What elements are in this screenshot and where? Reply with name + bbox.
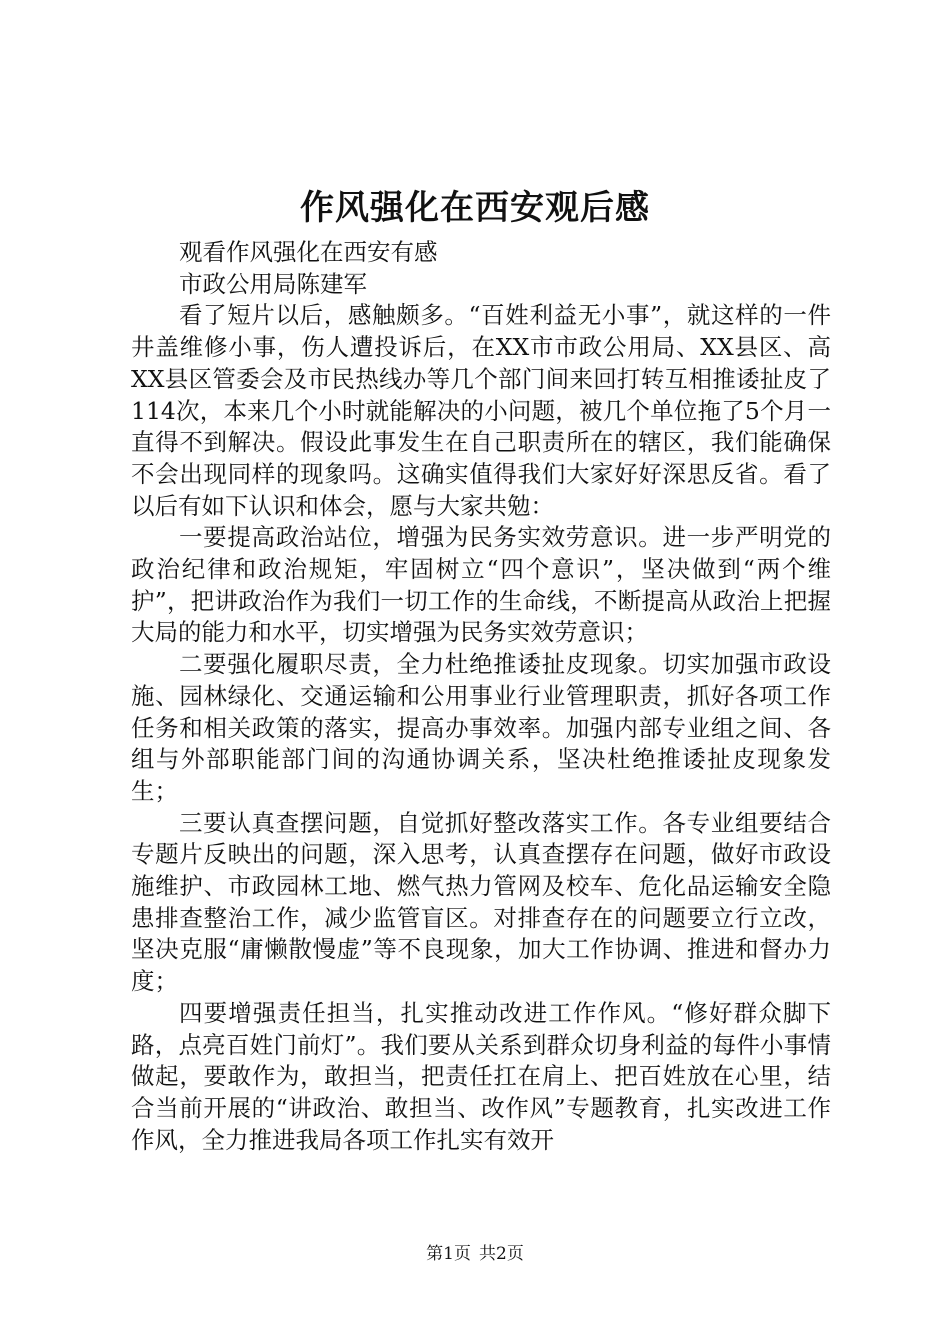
document-body bbox=[131, 237, 831, 1156]
page-footer bbox=[0, 1242, 950, 1266]
paragraph-intro: 看了短片以后，感触颇多。“百姓利益无小事”，就这样的一件井盖维修小事，伤人遭投诉后，在XX市市政公用局、XX县区、高XX县区管委会及市民热线办等几个部门间来回打转互相推诿扯皮了114次，本来几个小时就能解决的小问题，被几个单位拖了5个月一直得不到解决。假设此事发生在自己职责所在的辖区，我们能确保不会出现同样的现象吗。这确实值得我们大家好好深思反省。看了以后有如下认识和体会，愿与大家共勉： bbox=[131, 301, 831, 520]
paragraph-point-3: 三要认真查摆问题，自觉抓好整改落实工作。各专业组要结合专题片反映出的问题，深入思考，认真查摆存在问题，做好市政设施维护、市政园林工地、燃气热力管网及校车、危化品运输安全隐患排查整治工作，减少监管盲区。对排查存在的问题要立行立改，坚决克服“庸懒散慢虚”等不良现象，加大工作协调、推进和督办力度； bbox=[131, 808, 831, 996]
page-total: 共2页 bbox=[479, 1244, 524, 1264]
paragraph-point-2: 二要强化履职尽责，全力杜绝推诿扯皮现象。切实加强市政设施、园林绿化、交通运输和公用事业行业管理职责，抓好各项工作任务和相关政策的落实，提高办事效率。加强内部专业组之间、各组与外部职能部门间的沟通协调关系，坚决杜绝推诿扯皮现象发生； bbox=[131, 650, 831, 805]
document-author: 市政公用局陈建军 bbox=[179, 269, 367, 298]
paragraph-point-4: 四要增强责任担当，扎实推动改进工作作风。“修好群众脚下路，点亮百姓门前灯”。我们要从关系到群众切身利益的每件小事情做起，要敢作为，敢担当，把责任扛在肩上、把百姓放在心里，结合当前开展的“讲政治、敢担当、改作风”专题教育，扎实改进工作作风，全力推进我局各项工作扎实有效开 bbox=[131, 998, 831, 1154]
document-subtitle: 观看作风强化在西安有感 bbox=[179, 238, 438, 266]
paragraph-point-1: 一要提高政治站位，增强为民务实效劳意识。进一步严明党的政治纪律和政治规矩，牢固树立“四个意识”，坚决做到“两个维护”，把讲政治作为我们一切工作的生命线，不断提高从政治上把握大局的能力和水平，切实增强为民务实效劳意识； bbox=[131, 523, 831, 647]
page-number: 第1页 bbox=[426, 1244, 471, 1264]
document-title: 作风强化在西安观后感 bbox=[300, 188, 650, 228]
